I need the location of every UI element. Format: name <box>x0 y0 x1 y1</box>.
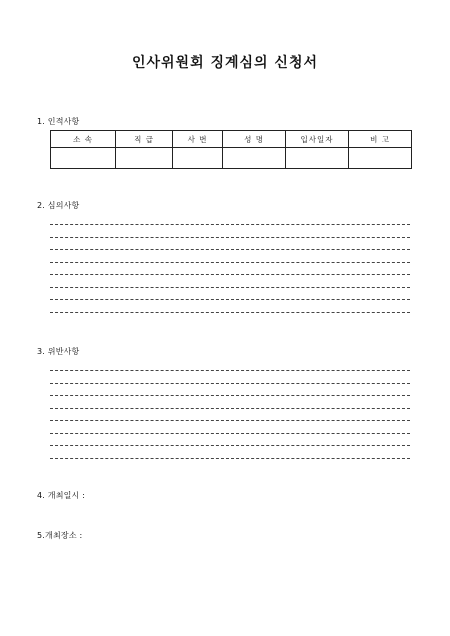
header-name: 성 명 <box>223 131 286 148</box>
meeting-date-label: 4. 개최일시 : <box>37 491 86 500</box>
blank-writing-line <box>50 420 410 421</box>
blank-writing-line <box>50 445 410 446</box>
blank-writing-line <box>50 274 410 275</box>
blank-writing-line <box>50 395 410 396</box>
blank-writing-line <box>50 249 410 250</box>
blank-writing-line <box>50 287 410 288</box>
header-hire-date: 입사일자 <box>286 131 349 148</box>
table-row <box>51 148 412 169</box>
cell-hire-date[interactable] <box>286 148 349 169</box>
header-employee-id: 사 번 <box>173 131 223 148</box>
blank-writing-line <box>50 458 410 459</box>
violation-writing-area[interactable] <box>50 370 410 470</box>
header-remarks: 비 고 <box>349 131 412 148</box>
blank-writing-line <box>50 408 410 409</box>
cell-department[interactable] <box>51 148 116 169</box>
blank-writing-line <box>50 262 410 263</box>
meeting-place-label: 5.개최장소 : <box>37 531 83 540</box>
cell-employee-id[interactable] <box>173 148 223 169</box>
section-review-label: 2. 심의사항 <box>37 201 80 210</box>
document-title: 인사위원회 징계심의 신청서 <box>131 55 319 71</box>
blank-writing-line <box>50 299 410 300</box>
section-personal-label: 1. 인적사항 <box>37 117 80 126</box>
blank-writing-line <box>50 237 410 238</box>
section-violation-label: 3. 위반사항 <box>37 347 80 356</box>
cell-name[interactable] <box>223 148 286 169</box>
cell-remarks[interactable] <box>349 148 412 169</box>
cell-rank[interactable] <box>116 148 173 169</box>
blank-writing-line <box>50 370 410 371</box>
header-rank: 직 급 <box>116 131 173 148</box>
review-writing-area[interactable] <box>50 224 410 324</box>
blank-writing-line <box>50 224 410 225</box>
blank-writing-line <box>50 312 410 313</box>
table-header-row <box>51 131 412 148</box>
header-department: 소 속 <box>51 131 116 148</box>
blank-writing-line <box>50 383 410 384</box>
personal-info-table <box>50 130 412 169</box>
blank-writing-line <box>50 433 410 434</box>
